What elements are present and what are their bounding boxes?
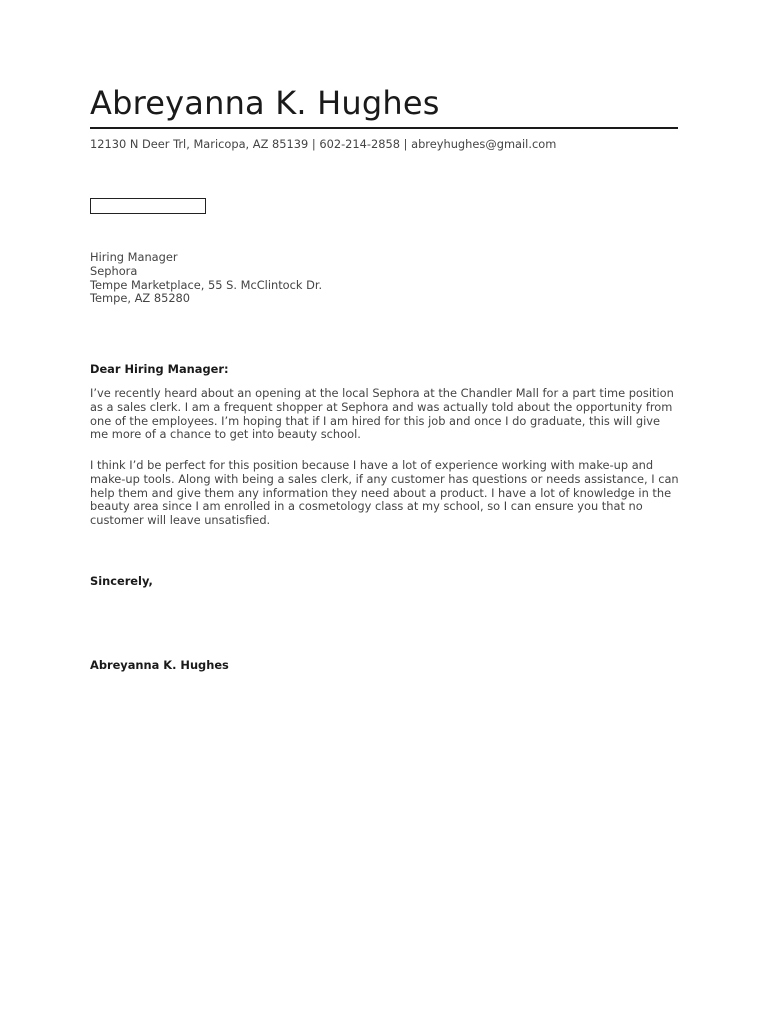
sender-contact-info: 12130 N Deer Trl, Maricopa, AZ 85139 | 602-214-2858 | abreyhughes@gmail.com: [90, 137, 557, 151]
recipient-address: [90, 251, 322, 306]
recipient-line: Tempe, AZ 85280: [90, 291, 191, 306]
closing: Sincerely,: [90, 574, 153, 588]
signature-name: Abreyanna K. Hughes: [90, 658, 229, 672]
recipient-line: Sephora: [90, 263, 138, 278]
recipient-line: Tempe Marketplace, 55 S. McClintock Dr.: [90, 277, 323, 292]
date-field[interactable]: [90, 198, 206, 214]
body-paragraph-2: I think I’d be perfect for this position because I have a lot of experience working with make-up and make-up tools. Along with being a sales clerk, if any customer has questions or needs assistance, I can help them and give them any information they need about a product. I have a lot of knowledge in the beauty area since I am enrolled in a cosmetology class at my school, so I can ensure you that no customer will leave unsatisfied.: [90, 458, 679, 528]
recipient-line: Hiring Manager: [90, 250, 178, 264]
sender-name: Abreyanna K. Hughes: [90, 84, 440, 122]
body-paragraph-1: I’ve recently heard about an opening at the local Sephora at the Chandler Mall for a part time position as a sales clerk. I am a frequent shopper at Sephora and was actually told about the opportunity from one of the employees. I’m hoping that if I am hired for this job and once I do graduate, this will give me more of a chance to get into beauty school.: [90, 386, 674, 442]
cover-letter-page: [90, 0, 678, 1024]
salutation: Dear Hiring Manager:: [90, 362, 229, 376]
header-divider: [90, 127, 678, 129]
